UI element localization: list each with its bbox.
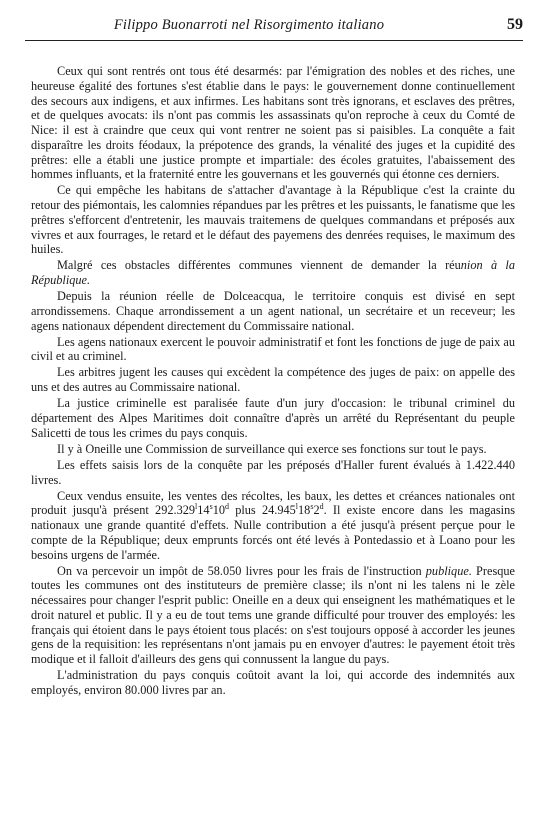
italic-text: publique. [425, 563, 472, 578]
text-run: Presque toutes les communes ont des instituteurs de première classe; ils n'ont ni les talens ni le zèle nécessaires pour changer l'esprit public: Oneille en a deux qui enseignent les mathématiques et le droit naturel et public. Il y a eu de tout tems une grande difficulté pour trouver des employés: les français qui étoient dans le pays étoient tous placés: on s'est toujours opposé à accorder les jeunes gens de la requisition: les représentans n'ont jamais pu en envoyer d'autres: le payement étoit très modique et il falloit d'ailleurs des gens qui connussent la langue du pays. [31, 563, 515, 667]
text-run: Ceux vendus ensuite, les ventes des récoltes, les baux, les dettes et créances nationales ont produit jusqu'à présent 292.329 [31, 488, 515, 518]
paragraph [31, 335, 515, 365]
text-run: 14 [197, 503, 210, 518]
paragraph [31, 64, 515, 182]
superscript-unit: s [209, 502, 213, 512]
text-run: Malgré ces obstacles différentes communes viennent de demander la réu [57, 258, 461, 273]
page-header [25, 14, 523, 41]
paragraph [31, 365, 515, 395]
paragraph [31, 442, 515, 457]
text-run: Depuis la réunion réelle de Dolceacqua, le territoire conquis est divisé en sept arrondissemens. Chaque arrondissement a un agent national, un secrétaire et un receveur; les agens nationaux dépendent directement du Commissaire national. [31, 289, 515, 333]
text-run: plus 24.945 [228, 503, 296, 518]
paragraph [31, 289, 515, 333]
text-run: 10 [212, 503, 225, 518]
superscript-unit: s [310, 502, 314, 512]
text-run: Ceux qui sont rentrés ont tous été desarmés: par l'émigration des nobles et des riches, une heureuse égalité des fortunes s'est établie dans le pays: le gouvernement donne continuellement des secours aux indigens, et aux infirmes. Les habitans sont très ignorans, et esclaves des prêtres, et de quelques avocats: ils n'ont pas commis les assassinats qu'on reproche à ceux du Comté de Nice: il est à craindre que ceux qui vont rentrer ne soient pas si paisibles. La conquête a fait disparaître les droits féodaux, la prépotence des grands, la vénalité des juges et la cupidité des prêtres: elle a établi une justice prompte et impartiale: des écoles gratuites, l'abaissement des hommes influants, et la fraternité entre les gouvernans et les gouvernés qui étonne ces derniers. [31, 64, 515, 182]
text-run: . Il existe encore dans les magasins nationaux une grande quantité d'effets. Nulle contribution a été jusqu'à présent perçue pour le compte de la République; deux emprunts forcés ont été levés à Pontedassio et à Loano pour les besoins urgens de l'armée. [31, 503, 516, 562]
superscript-unit: l [295, 502, 299, 512]
running-title: Filippo Buonarroti nel Risorgimento italiano [113, 17, 385, 33]
superscript-unit: d [319, 502, 324, 512]
text-run: Il y à Oneille une Commission de surveillance qui exerce ses fonctions sur tout le pays. [57, 441, 487, 456]
superscript-unit: l [195, 502, 198, 512]
paragraph [31, 668, 515, 698]
text-run: L'administration du pays conquis coûtoit avant la loi, qui accorde des indemnités aux employés, environ 80.000 livres par an. [31, 668, 515, 698]
paragraph [31, 183, 515, 257]
italic-text: nion à la République. [31, 258, 515, 288]
text-run: Les agens nationaux exercent le pouvoir administratif et font les fonctions de juge de paix au civil et au criminel. [31, 334, 515, 364]
text-run: 2 [313, 503, 320, 518]
paragraph [31, 458, 515, 488]
page-number: 59 [507, 16, 523, 33]
paragraph [31, 489, 515, 563]
body-text [31, 64, 515, 699]
text-run: 18 [298, 503, 311, 518]
paragraph [31, 258, 515, 288]
paragraph [31, 396, 515, 440]
text-run: Les arbitres jugent les causes qui excèdent la compétence des juges de paix: on appelle des uns et des autres au Commissaire national. [31, 365, 515, 395]
text-run: Les effets saisis lors de la conquête par les préposés d'Haller furent évalués à 1.422.440 livres. [31, 457, 515, 487]
text-run: On va percevoir un impôt de 58.050 livres pour les frais de l'instruction [57, 563, 426, 578]
text-run: La justice criminelle est paralisée faute d'un jury d'occasion: le tribunal criminel du département des Alpes Maritimes doit connaître d'après un arrêté du Représentant du peuple Salicetti de tous les crimes du pays conquis. [31, 396, 515, 440]
paragraph [31, 564, 515, 667]
superscript-unit: d [224, 502, 229, 512]
text-run: Ce qui empêche les habitans de s'attacher d'avantage à la République c'est la crainte du retour des piémontais, les calomnies répandues par les prêtres et les puissants, le fanatisme que les prêtres s'efforcent d'entretenir, les mauvais traitemens de quelques commandans et préposés aux vivres et aux fourrages, le retard et le défaut des payemens des denrées requises, le maximum des huiles. [31, 183, 515, 257]
